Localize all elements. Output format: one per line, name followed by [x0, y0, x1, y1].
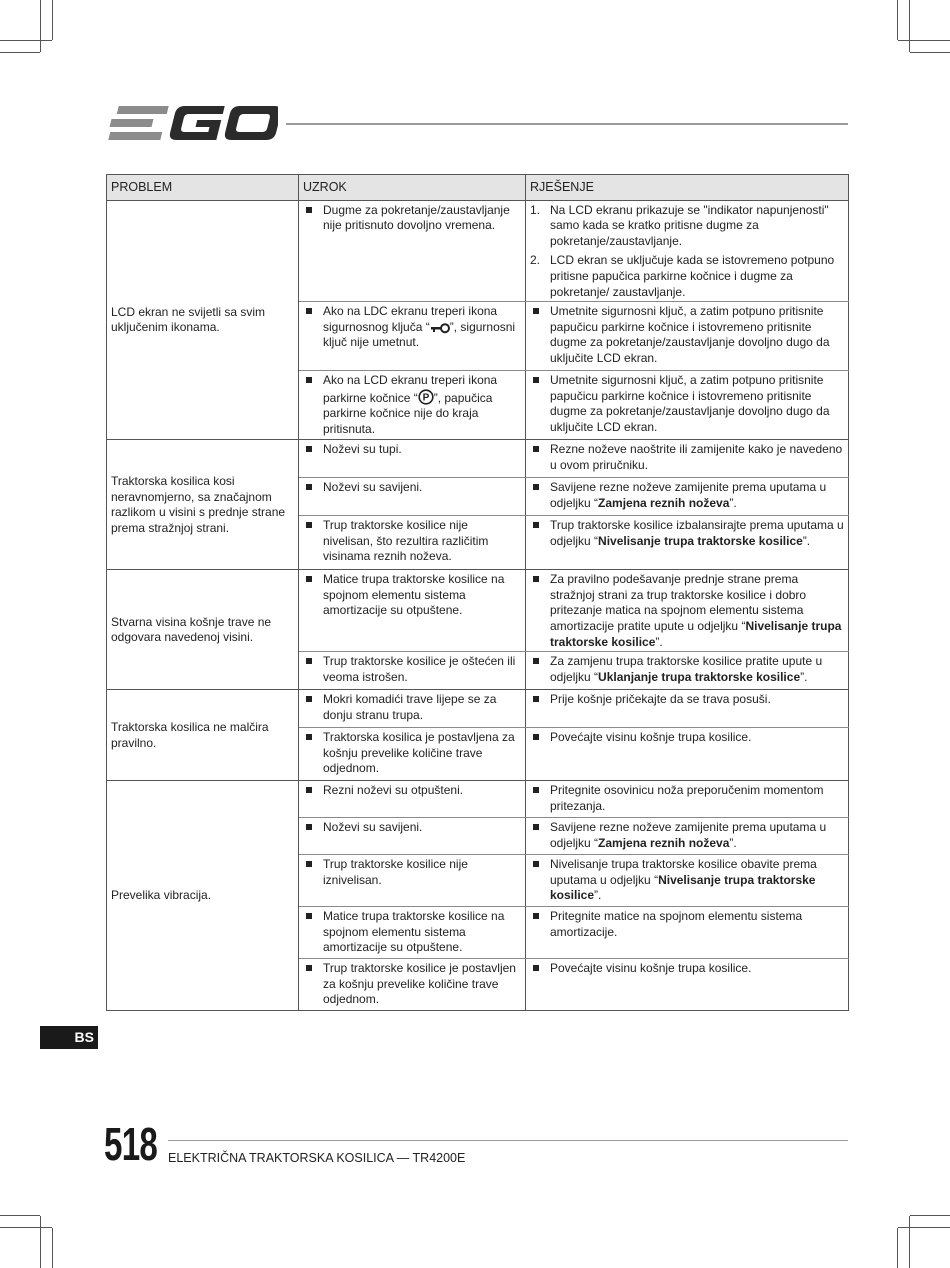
cause-text: Noževi su tupi. [303, 442, 521, 458]
solution-text: Za pravilno podešavanje prednje strane prema stražnjoj strani za trup traktorske kosilice i dobro pritezanje matica na spojnom elementu sistema amortizacije pratite upute u odjeljku “Nivelisanje trupa traktorske kosilice”. [530, 572, 844, 650]
cause-text: Traktorska kosilica je postavljena za košnju prevelike količine trave odjednom. [303, 730, 521, 777]
solution-text: Pritegnite matice na spojnom elementu sistema amortizacije. [530, 909, 844, 940]
solution-text: Prije košnje pričekajte da se trava posuši. [530, 692, 844, 708]
crop-mark [910, 52, 950, 53]
crop-mark [0, 52, 40, 53]
safety-key-icon [430, 322, 450, 334]
cause-text: Dugme za pokretanje/zaustavljanje nije pritisnuto dovoljno vremena. [303, 203, 521, 234]
cause-text: Trup traktorske kosilice nije nivelisan, što rezultira različitim visinama reznih noževa. [303, 518, 521, 565]
table-row [107, 570, 849, 652]
table-row [107, 200, 849, 302]
crop-mark [40, 0, 41, 52]
crop-mark [910, 1215, 950, 1216]
crop-mark [52, 0, 53, 40]
footer-rule [168, 1140, 848, 1141]
crop-mark [0, 1215, 40, 1216]
problem-cell: LCD ekran ne svijetli sa svim uključenim ikonama. [107, 200, 299, 440]
crop-mark [909, 0, 910, 52]
ego-logo [106, 101, 278, 145]
solution-text: Povećajte visinu košnje trupa kosilice. [530, 730, 844, 746]
crop-mark [897, 1228, 898, 1268]
solution-text: Umetnite sigurnosni ključ, a zatim potpuno pritisnite papučicu parkirne kočnice i istovremeno pritisnite dugme za pokretanje/zaustavljanje dovoljno dugo da uključite LCD ekran. [530, 304, 844, 366]
troubleshooting-table [106, 174, 849, 1011]
solution-text: Savijene rezne noževe zamijenite prema uputama u odjeljku “Zamjena reznih noževa”. [530, 480, 844, 511]
cause-text: Mokri komadići trave lijepe se za donju stranu trupa. [303, 692, 521, 723]
solution-text: Povećajte visinu košnje trupa kosilice. [530, 961, 844, 977]
solution-text: Trup traktorske kosilice izbalansirajte prema uputama u odjeljku “Nivelisanje trupa traktorske kosilice”. [530, 518, 844, 549]
cause-text: Trup traktorske kosilice je postavljen za košnju prevelike količine trave odjednom. [303, 961, 521, 1008]
page-number: 518 [104, 1118, 158, 1170]
problem-cell: Prevelika vibracija. [107, 781, 299, 1011]
header-cause: UZROK [299, 175, 526, 201]
crop-mark [909, 1216, 910, 1268]
table-row [107, 440, 849, 478]
language-badge: BS [40, 1026, 98, 1049]
table-row [107, 781, 849, 818]
cause-text: Trup traktorske kosilice je oštećen ili veoma istrošen. [303, 654, 521, 685]
solution-text: Rezne noževe naoštrite ili zamijenite kako je navedeno u ovom priručniku. [530, 442, 844, 473]
header-solution: RJEŠENJE [526, 175, 849, 201]
problem-cell: Traktorska kosilica ne malčira pravilno. [107, 690, 299, 781]
problem-cell: Stvarna visina košnje trave ne odgovara navedenoj visini. [107, 570, 299, 690]
crop-mark [898, 1227, 950, 1228]
table-header-row [107, 175, 849, 201]
cause-text: Matice trupa traktorske kosilice na spojnom elementu sistema amortizacije su otpuštene. [303, 572, 521, 619]
problem-cell: Traktorska kosilica kosi neravnomjerno, sa značajnom razlikom u visini s prednje strane prema stražnjoj strani. [107, 440, 299, 570]
solution-step: 1. Na LCD ekranu prikazuje se "indikator napunjenosti" samo kada se kratko pritisne dugme za pokretanje/zaustavljanje. [530, 202, 829, 248]
cause-text: Noževi su savijeni. [303, 820, 521, 836]
solution-text: Nivelisanje trupa traktorske kosilice obavite prema uputama u odjeljku “Nivelisanje trupa traktorske kosilice”. [530, 857, 844, 904]
crop-mark [0, 40, 52, 41]
footer-title: ELEKTRIČNA TRAKTORSKA KOSILICA — TR4200E [168, 1151, 466, 1165]
table-row [107, 690, 849, 728]
cause-text: Ako na LDC ekranu treperi ikona sigurnosnog ključa “ ”, sigurnosni ključ nije umetnut. [303, 304, 521, 351]
header-problem: PROBLEM [107, 175, 299, 201]
crop-mark [40, 1216, 41, 1268]
svg-text:P: P [422, 392, 430, 404]
cause-text: Trup traktorske kosilice nije iznivelisan. [303, 857, 521, 888]
solution-text: Savijene rezne noževe zamijenite prema uputama u odjeljku “Zamjena reznih noževa”. [530, 820, 844, 851]
crop-mark [0, 1227, 52, 1228]
solution-text: Umetnite sigurnosni ključ, a zatim potpuno pritisnite papučicu parkirne kočnice i istovremeno pritisnite dugme za pokretanje/zaustavljanje dovoljno dugo da uključite LCD ekran. [530, 373, 844, 435]
cause-text: Rezni noževi su otpušteni. [303, 783, 521, 799]
crop-mark [898, 40, 950, 41]
cause-text: Noževi su savijeni. [303, 480, 521, 496]
header-rule [286, 123, 848, 125]
solution-step: 2. LCD ekran se uključuje kada se istovremeno potpuno pritisne papučica parkirne kočnice i dugme za pokretanje/ zaustavljanje. [530, 253, 835, 299]
solution-text: Za zamjenu trupa traktorske kosilice pratite upute u odjeljku “Uklanjanje trupa traktorske kosilice”. [530, 654, 844, 685]
parking-brake-icon [418, 389, 434, 405]
crop-mark [52, 1228, 53, 1268]
solution-text: Pritegnite osovinicu noža preporučenim momentom pritezanja. [530, 783, 844, 814]
cause-text: Matice trupa traktorske kosilice na spojnom elementu sistema amortizacije su otpuštene. [303, 909, 521, 956]
cause-text: Ako na LCD ekranu treperi ikona parkirne kočnice “ P ”, papučica parkirne kočnice nije do kraja pritisnuta. [303, 373, 521, 437]
crop-mark [897, 0, 898, 40]
